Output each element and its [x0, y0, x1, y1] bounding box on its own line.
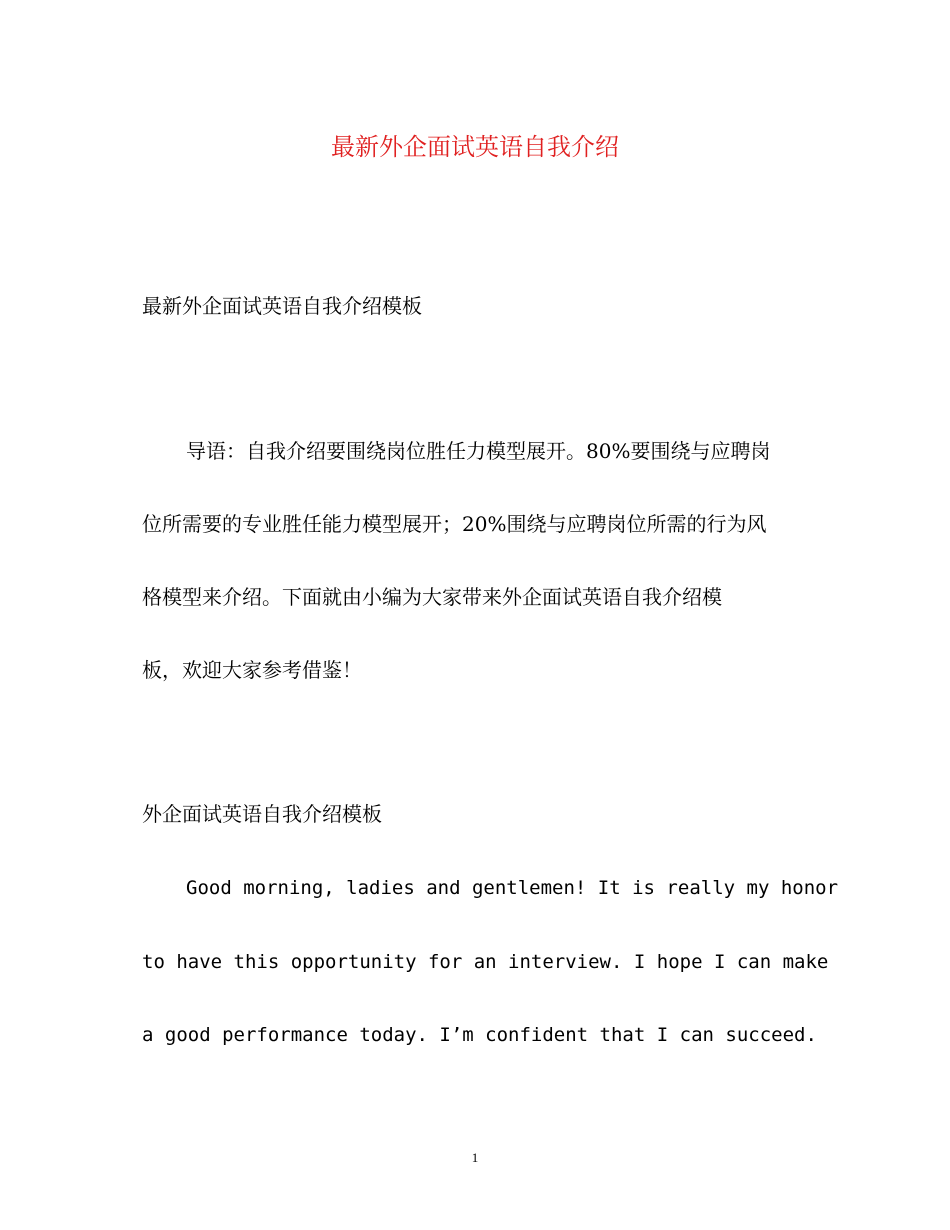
intro-line: 格模型来介绍。下面就由小编为大家带来外企面试英语自我介绍模 — [142, 585, 722, 609]
intro-line: 位所需要的专业胜任能力模型展开；20%围绕与应聘岗位所需的行为风 — [142, 512, 767, 536]
english-line: a good performance today. I’m confident that I can succeed. — [142, 1024, 817, 1046]
intro-line: 导语：自我介绍要围绕岗位胜任力模型展开。80%要围绕与应聘岗 — [186, 439, 771, 463]
page-number: 1 — [471, 1150, 479, 1165]
english-line: to have this opportunity for an interview. I hope I can make — [142, 951, 829, 973]
document-title: 最新外企面试英语自我介绍 — [331, 133, 619, 161]
english-line: Good morning, ladies and gentlemen! It is really my honor — [186, 877, 839, 899]
section-heading-foreign-company: 外企面试英语自我介绍模板 — [142, 802, 382, 826]
intro-line: 板，欢迎大家参考借鉴！ — [142, 658, 362, 682]
section-heading-template: 最新外企面试英语自我介绍模板 — [142, 294, 422, 318]
